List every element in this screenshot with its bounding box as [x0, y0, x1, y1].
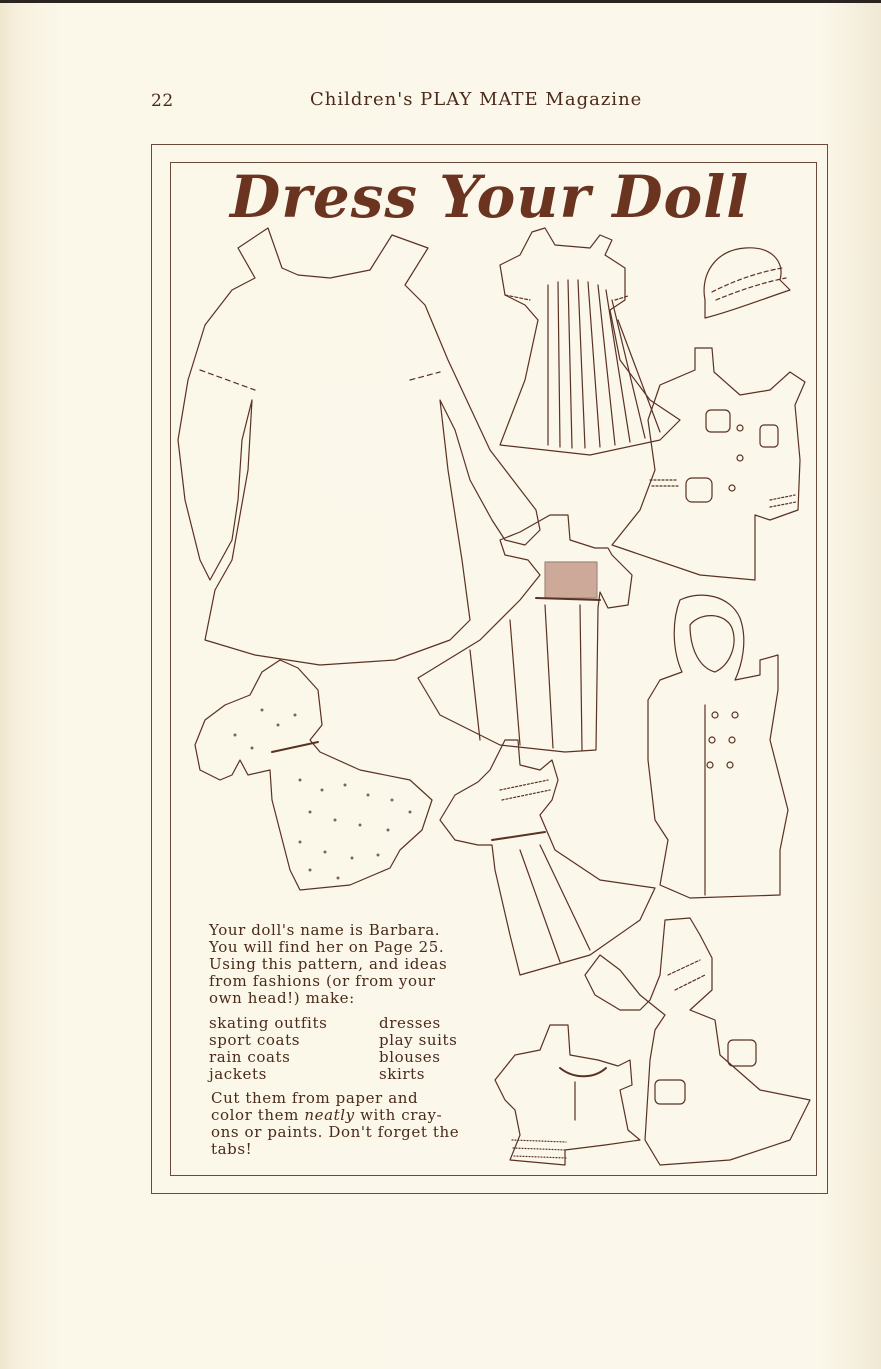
- emphasis-text: neatly: [304, 1106, 355, 1124]
- outfit-item: dresses: [379, 1014, 441, 1032]
- running-title: Children's PLAY MATE Magazine: [310, 89, 643, 110]
- polka-dot-dress-icon: [195, 660, 432, 890]
- outfit-item: skating outfits: [209, 1014, 328, 1032]
- pleated-dress-icon: [500, 228, 680, 455]
- outfit-item: jackets: [209, 1065, 267, 1083]
- hat-icon: [704, 248, 790, 318]
- outfit-item: rain coats: [209, 1048, 291, 1066]
- hooded-raincoat-icon: [648, 595, 788, 898]
- doll-pattern-outline-icon: [178, 228, 540, 665]
- closing-text-end: with cray-ons or paints. Don't forget the tabs!: [211, 1106, 460, 1158]
- smocked-dress-icon: [418, 515, 632, 752]
- outfit-item: sport coats: [209, 1031, 300, 1049]
- page-number: 22: [151, 91, 174, 111]
- outfit-item: blouses: [379, 1048, 441, 1066]
- outfit-item: skirts: [379, 1065, 426, 1083]
- feature-title: Dress Your Doll: [230, 163, 750, 231]
- outfit-item: play suits: [379, 1031, 458, 1049]
- sweater-blouse-icon: [495, 1025, 640, 1165]
- pinafore-skirt-icon: [585, 918, 810, 1165]
- closing-paragraph: [211, 1090, 463, 1158]
- intro-text: Your doll's name is Barbara. You will find her on Page 25. Using this pattern, and ideas from fashions (or from your own head!) make:: [209, 921, 448, 1007]
- outfit-list: [209, 1015, 469, 1083]
- closing-text: Cut them from paper and color them: [211, 1089, 419, 1124]
- collared-dress-icon: [440, 740, 655, 975]
- intro-paragraph: [209, 922, 461, 1007]
